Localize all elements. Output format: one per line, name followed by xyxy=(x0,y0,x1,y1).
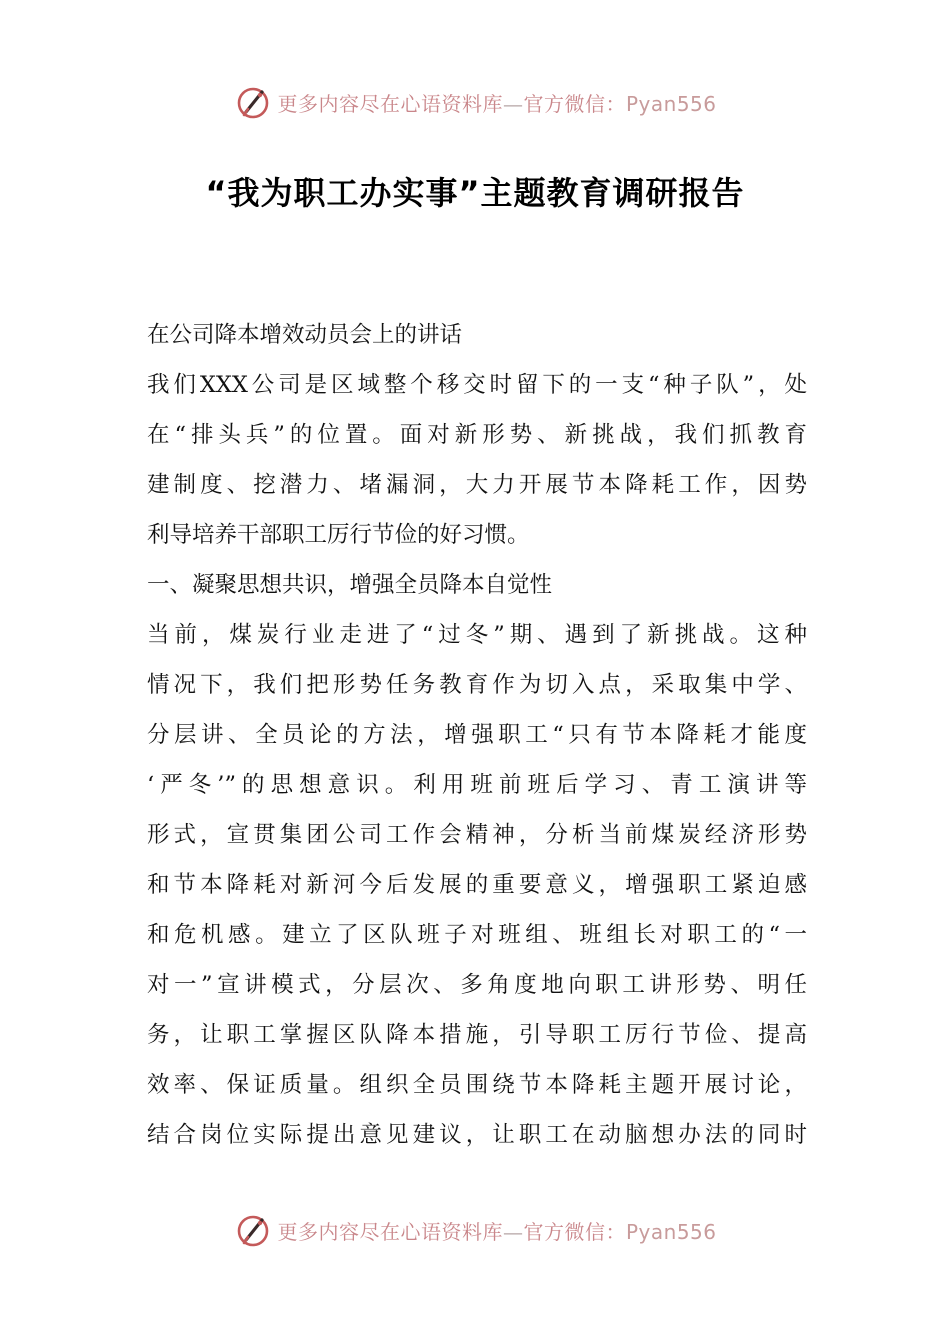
body-line: 我们XXX公司是区域整个移交时留下的一支“种子队”，处 xyxy=(147,372,807,398)
brush-logo-icon xyxy=(233,1210,273,1250)
body-line: 和节本降耗对新河今后发展的重要意义，增强职工紧迫感 xyxy=(147,872,807,898)
body-line: 分层讲、全员论的方法，增强职工“只有节本降耗才能度 xyxy=(147,722,807,748)
body-line: 一、凝聚思想共识，增强全员降本自觉性 xyxy=(147,572,553,598)
watermark-header xyxy=(0,82,950,122)
body-line: 对一”宣讲模式，分层次、多角度地向职工讲形势、明任 xyxy=(147,972,807,998)
watermark-wechat-label: 官方微信： xyxy=(523,1219,626,1244)
watermark-dash: — xyxy=(502,1219,524,1244)
body-line: 在公司降本增效动员会上的讲话 xyxy=(147,322,463,348)
watermark-dash: — xyxy=(502,91,524,116)
document-title: “我为职工办实事”主题教育调研报告 xyxy=(205,174,745,212)
watermark-wechat-id: Pyan556 xyxy=(625,1219,717,1244)
body-line: 结合岗位实际提出意见建议，让职工在动脑想办法的同时 xyxy=(147,1122,807,1148)
body-line: 和危机感。建立了区队班子对班组、班组长对职工的“一 xyxy=(147,922,807,948)
watermark-wechat-id: Pyan556 xyxy=(625,91,717,116)
body-line: 建制度、挖潜力、堵漏洞，大力开展节本降耗工作，因势 xyxy=(147,472,807,498)
watermark-text-group xyxy=(277,1216,716,1245)
body-line: 在“排头兵”的位置。面对新形势、新挑战，我们抓教育 xyxy=(147,422,807,448)
body-line: 当前，煤炭行业走进了“过冬”期、遇到了新挑战。这种 xyxy=(147,622,807,648)
body-line: 效率、保证质量。组织全员围绕节本降耗主题开展讨论， xyxy=(147,1072,807,1098)
watermark-wechat-label: 官方微信： xyxy=(523,91,626,116)
watermark-text-group xyxy=(277,88,716,117)
watermark-text: 更多内容尽在心语资料库 xyxy=(277,91,503,116)
body-line: 利导培养干部职工厉行节俭的好习惯。 xyxy=(147,522,530,548)
body-line: ‘严冬’”的思想意识。利用班前班后学习、青工演讲等 xyxy=(147,772,807,798)
watermark-footer xyxy=(0,1210,950,1250)
body-line: 务，让职工掌握区队降本措施，引导职工厉行节俭、提高 xyxy=(147,1022,807,1048)
body-line: 形式，宣贯集团公司工作会精神，分析当前煤炭经济形势 xyxy=(147,822,807,848)
body-line: 情况下，我们把形势任务教育作为切入点，采取集中学、 xyxy=(147,672,807,698)
document-body xyxy=(147,310,807,1160)
watermark-text: 更多内容尽在心语资料库 xyxy=(277,1219,503,1244)
brush-logo-icon xyxy=(233,82,273,122)
